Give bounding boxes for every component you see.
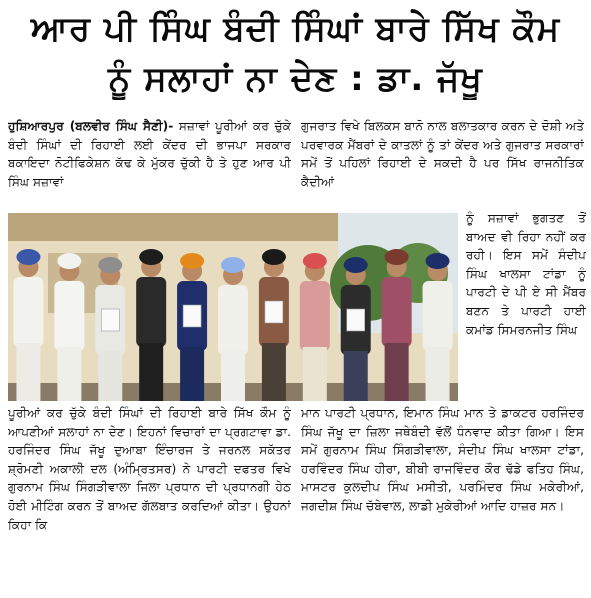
person-pants	[180, 347, 204, 401]
held-booklet	[101, 309, 119, 331]
article-text-side: ਨੂੰ ਸਜ਼ਾਵਾਂ ਭੁਗਤਣ ਤੋਂ ਬਾਅਦ ਵੀ ਰਿਹਾ ਨਹੀਂ ਕਰ ਰਹੀ। ਇਸ ਸਮੇਂ ਸੰਦੀਪ ਸਿੰਘ ਖਾਲਸਾ ਟਾਂਡਾ ਨੂੰ ਪਾਰਟੀ ਦੇ ਪੀ ਏ ਸੀ ਮੈਂਬਰ ਬਣਨ ਤੇ ਪਾਰਟੀ ਹਾਈ ਕਮਾਂਡ ਸਿਮਰਨਜੀਤ ਸਿੰਘ	[466, 211, 586, 337]
person-turban	[139, 249, 163, 265]
headline-line-1: ਆਰ ਪੀ ਸਿੰਘ ਬੰਦੀ ਸਿੰਘਾਂ ਬਾਰੇ ਸਿੱਖ ਕੌਮ	[30, 9, 561, 49]
article-text-bottom-left: ਪੂਰੀਆਂ ਕਰ ਚੁੱਕੇ ਬੰਦੀ ਸਿੰਘਾਂ ਦੀ ਰਿਹਾਈ ਬਾਰੇ ਸਿੱਖ ਕੌਮ ਨੂੰ ਆਪਣੀਆਂ ਸਲਾਹਾਂ ਨਾ ਦੇਣ। ਇਹਨਾਂ ਵਿਚਾਰਾਂ ਦਾ ਪ੍ਰਗਟਾਵਾ ਡਾ. ਹਰਜਿੰਦਰ ਸਿੰਘ ਜੱਖੂ ਦੁਆਬਾ ਇੰਚਾਰਜ ਤੇ ਜਰਨਲ ਸਕੱਤਰ ਸ਼੍ਰੋਮਣੀ ਅਕਾਲੀ ਦਲ (ਅੰਮ੍ਰਿਤਸਰ) ਨੇ ਪਾਰਟੀ ਦਫਤਰ ਵਿਖੇ ਗੁਰਨਾਮ ਸਿੰਘ ਸਿੰਗੜੀਵਾਲਾ ਜਿਲਾ ਪ੍ਰਧਾਨ ਦੀ ਪ੍ਰਧਾਨਗੀ ਹੇਠ ਹੋਈ ਮੀਟਿੰਗ ਕਰਨ ਤੋਂ ਬਾਅਦ ਗੱਲਬਾਤ ਕਰਦਿਆਂ ਕੀਤਾ। ਉਹਨਾਂ ਕਿਹਾ ਕਿ	[8, 406, 291, 532]
person-turban	[180, 253, 204, 269]
article-column-bottom-right	[301, 404, 584, 594]
person-turban	[344, 257, 368, 273]
article-byline: ਹੁਸ਼ਿਆਰਪੁਰ (ਬਲਵੀਰ ਸਿੰਘ ਸੈਣੀ)-	[8, 119, 174, 133]
person-turban	[57, 253, 81, 269]
person-pants	[303, 347, 327, 401]
article-column-side	[466, 209, 586, 404]
article-column-top-left	[8, 117, 291, 213]
person-turban	[303, 253, 327, 269]
person-turban	[98, 257, 122, 273]
person-pants	[57, 347, 81, 401]
person-shirt	[54, 281, 84, 351]
group-photo-illustration	[8, 213, 458, 401]
person-pants	[426, 347, 450, 401]
person-shirt	[218, 285, 248, 355]
held-booklet	[265, 301, 283, 323]
held-booklet	[183, 305, 201, 327]
person-shirt	[423, 281, 453, 351]
person-shirt	[136, 277, 166, 347]
article-text-top-left: ਸਜ਼ਾਵਾਂ ਪੂਰੀਆਂ ਕਰ ਚੁੱਕੇ ਬੰਦੀ ਸਿੰਘਾਂ ਦੀ ਰਿਹਾਈ ਲਈ ਕੇਂਦਰ ਦੀ ਭਾਜਪਾ ਸਰਕਾਰ ਬਕਾਇਦਾ ਨੋਟੀਫਿਕੇਸ਼ਨ ਕੱਢ ਕੇ ਮੁੱਕਰ ਚੁੱਕੀ ਹੈ ਤੇ ਹੁਣ ਆਰ ਪੀ ਸਿੰਘ ਸਜ਼ਾਵਾਂ	[8, 119, 291, 189]
article-text-top-right: ਗੁਜਰਾਤ ਵਿਖੇ ਬਿਲਕਸ ਬਾਨੋ ਨਾਲ ਬਲਾਤਕਾਰ ਕਰਨ ਦੇ ਦੋਸ਼ੀ ਅਤੇ ਪਰਵਾਰਕ ਮੈਂਬਰਾਂ ਦੇ ਕਾਤਲਾਂ ਨੂੰ ਤਾਂ ਕੇਂਦਰ ਅਤੇ ਗੁਜਰਾਤ ਸਰਕਾਰਾਂ ਸਮੇਂ ਤੋਂ ਪਹਿਲਾਂ ਰਿਹਾਈ ਦੇ ਸਕਦੀ ਹੈ ਪਰ ਸਿੱਖ ਰਾਜਨੀਤਿਕ ਕੈਦੀਆਂ	[301, 119, 584, 189]
person-pants	[139, 343, 163, 401]
person-turban	[221, 257, 245, 273]
person-pants	[344, 351, 368, 401]
article-text-bottom-right: ਮਾਨ ਪਾਰਟੀ ਪ੍ਰਧਾਨ, ਇਮਾਨ ਸਿੰਘ ਮਾਨ ਤੇ ਡਾਕਟਰ ਹਰਜਿੰਦਰ ਸਿੰਘ ਜੱਖੂ ਦਾ ਜ਼ਿਲਾ ਜਥੇਬੰਦੀ ਵੱਲੋਂ ਧੰਨਵਾਦ ਕੀਤਾ ਗਿਆ। ਇਸ ਸਮੇਂ ਗੁਰਨਾਮ ਸਿੰਘ ਸਿੰਗੜੀਵਾਲਾ, ਸੰਦੀਪ ਸਿੰਘ ਖਾਲਸਾ ਟਾਂਡਾ, ਹਰਵਿੰਦਰ ਸਿੰਘ ਹੀਰਾ, ਬੀਬੀ ਰਾਜਵਿੰਦਰ ਕੌਰ ਢੱਡੇ ਫਤਿਹ ਸਿੰਘ, ਮਾਸਟਰ ਕੁਲਦੀਪ ਸਿੰਘ ਮਸੀਤੀ, ਪਰਮਿੰਦਰ ਸਿੰਘ ਮਕੇਰੀਆਂ, ਜਗਦੀਸ਼ ਸਿੰਘ ਚੱਬੇਵਾਲ, ਲਾਡੀ ਮੁਕੇਰੀਆਂ ਆਦਿ ਹਾਜ਼ਰ ਸਨ।	[301, 406, 584, 513]
person-shirt	[300, 281, 330, 351]
person-shirt	[13, 277, 43, 347]
person-pants	[98, 351, 122, 401]
article-column-top-right	[301, 117, 584, 213]
person-turban	[385, 249, 409, 265]
person-pants	[262, 343, 286, 401]
news-photo	[8, 213, 458, 401]
article-column-bottom-left	[8, 404, 291, 594]
person-pants	[221, 351, 245, 401]
person-turban	[426, 253, 450, 269]
person-pants	[16, 343, 40, 401]
person-turban	[16, 249, 40, 265]
held-booklet	[347, 309, 365, 331]
person-pants	[385, 343, 409, 401]
headline-line-2: ਨੂੰ ਸਲਾਹਾਂ ਨਾ ਦੇਣ : ਡਾ. ਜੱਖੂ	[108, 59, 483, 99]
person-shirt	[382, 277, 412, 347]
person-turban	[262, 249, 286, 265]
